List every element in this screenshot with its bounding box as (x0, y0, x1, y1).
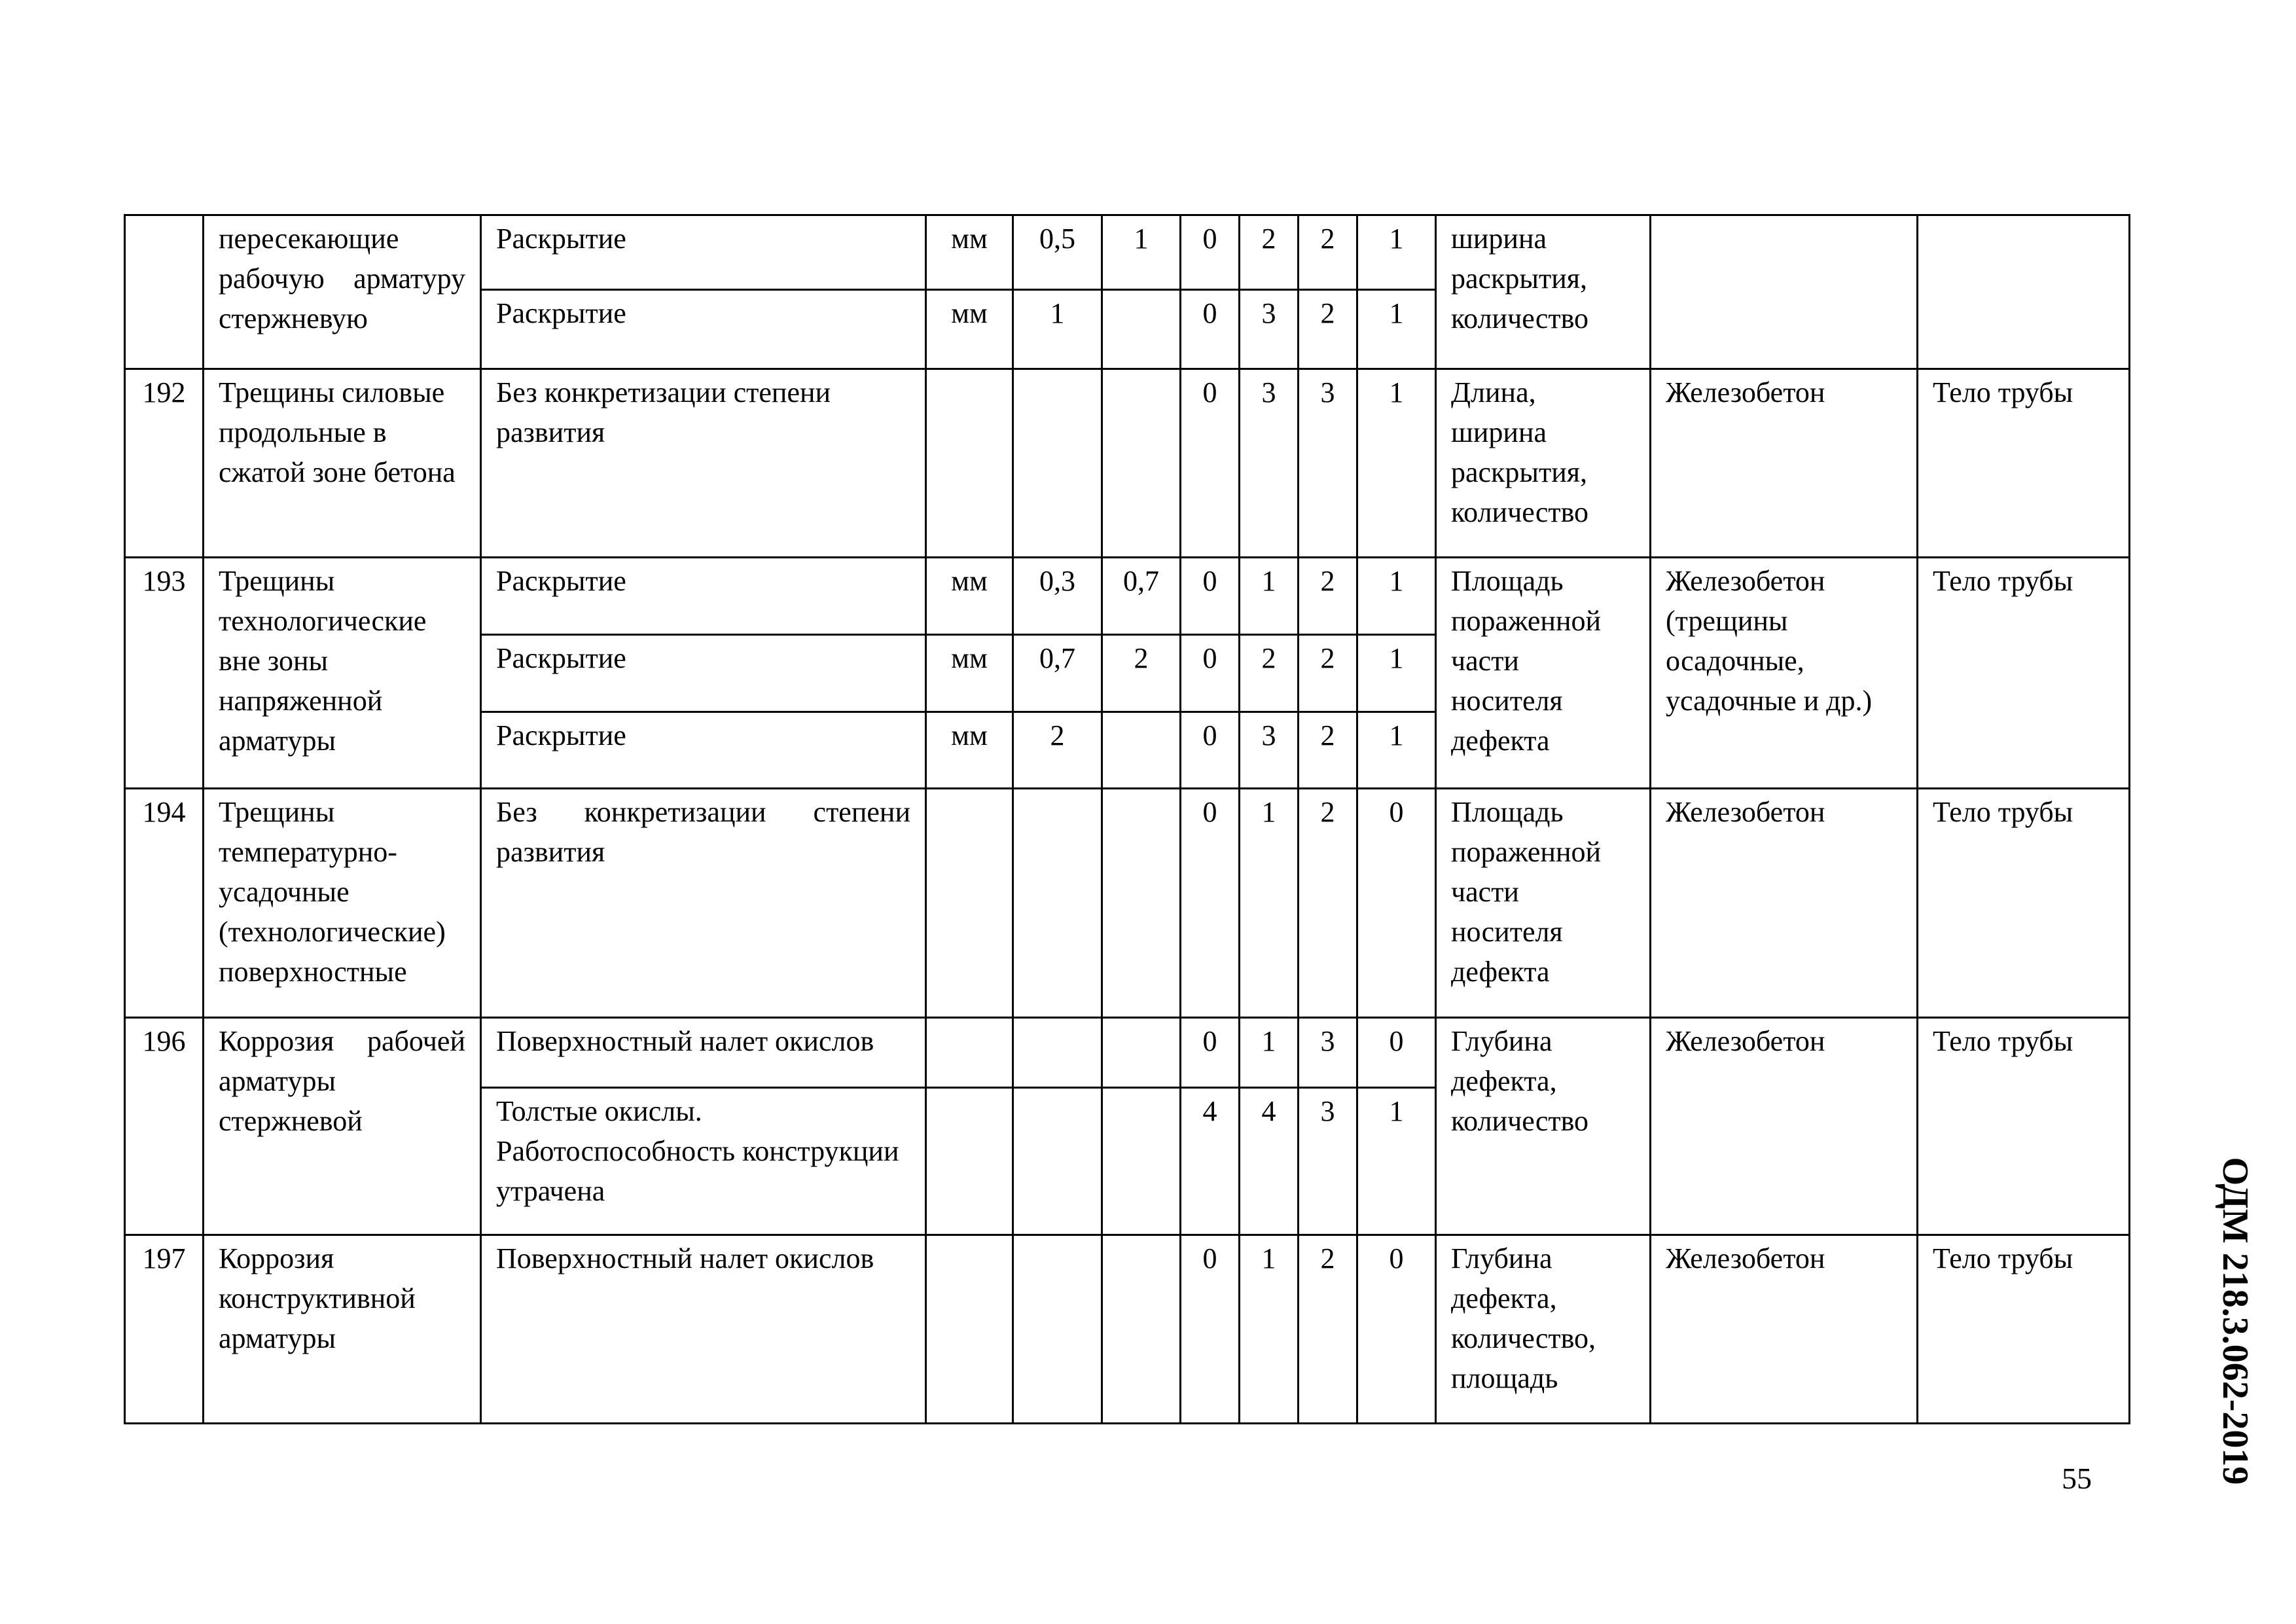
score-4: 1 (1357, 635, 1436, 712)
row-number (125, 215, 204, 369)
table-row (125, 369, 2130, 558)
score-2: 3 (1240, 712, 1299, 789)
page-number: 55 (2062, 1462, 2092, 1495)
range-from (1013, 1018, 1102, 1088)
element: Тело трубы (1918, 369, 2130, 558)
material (1651, 215, 1918, 369)
parameter: Раскрытие (481, 290, 926, 369)
range-to (1102, 1088, 1181, 1235)
element: Тело трубы (1918, 558, 2130, 789)
range-to (1102, 1235, 1181, 1424)
parameter: Раскрытие (481, 712, 926, 789)
range-from: 0,7 (1013, 635, 1102, 712)
parameter: Раскрытие (481, 635, 926, 712)
score-1: 0 (1181, 789, 1240, 1018)
defect-name: Трещины силовые продольные в сжатой зоне бетона (204, 369, 481, 558)
measure: Длина, ширина раскрытия, количество (1436, 369, 1651, 558)
score-3: 3 (1299, 369, 1357, 558)
score-4: 1 (1357, 369, 1436, 558)
score-4: 0 (1357, 1235, 1436, 1424)
range-to: 1 (1102, 215, 1181, 290)
range-from (1013, 369, 1102, 558)
element: Тело трубы (1918, 789, 2130, 1018)
unit: мм (926, 635, 1013, 712)
material: Железобетон (1651, 1018, 1918, 1235)
range-from (1013, 1088, 1102, 1235)
score-2: 2 (1240, 215, 1299, 290)
unit: мм (926, 290, 1013, 369)
score-3: 2 (1299, 290, 1357, 369)
score-3: 3 (1299, 1018, 1357, 1088)
parameter: Толстые окислы. Работоспособность конструкции утрачена (481, 1088, 926, 1235)
score-4: 1 (1357, 215, 1436, 290)
parameter: Без конкретизации степени развития (481, 369, 926, 558)
material: Железобетон (1651, 369, 1918, 558)
score-3: 2 (1299, 558, 1357, 635)
element (1918, 215, 2130, 369)
defect-name: Коррозия конструктивной арматуры (204, 1235, 481, 1424)
defect-name-line: Коррозия рабочей (219, 1025, 465, 1057)
range-to (1102, 290, 1181, 369)
defect-name: пересекающие рабочую арматуру стержневую (204, 215, 481, 369)
parameter-line: Без конкретизации степени (496, 796, 910, 828)
defects-table (124, 214, 2130, 1424)
parameter: Раскрытие (481, 215, 926, 290)
score-3: 2 (1299, 789, 1357, 1018)
range-to (1102, 712, 1181, 789)
score-2: 1 (1240, 1235, 1299, 1424)
score-3: 2 (1299, 712, 1357, 789)
score-2: 1 (1240, 1018, 1299, 1088)
score-4: 1 (1357, 290, 1436, 369)
score-1: 0 (1181, 215, 1240, 290)
score-3: 2 (1299, 1235, 1357, 1424)
parameter-line: развития (496, 836, 605, 868)
score-1: 0 (1181, 635, 1240, 712)
range-to (1102, 1018, 1181, 1088)
score-4: 0 (1357, 789, 1436, 1018)
score-2: 3 (1240, 369, 1299, 558)
row-number: 196 (125, 1018, 204, 1235)
score-3: 3 (1299, 1088, 1357, 1235)
range-to: 2 (1102, 635, 1181, 712)
element: Тело трубы (1918, 1018, 2130, 1235)
document-code: ОДМ 218.3.062-2019 (2215, 1157, 2255, 1485)
row-number: 194 (125, 789, 204, 1018)
unit: мм (926, 558, 1013, 635)
measure: Глубина дефекта, количество, площадь (1436, 1235, 1651, 1424)
defect-name: Трещины технологические вне зоны напряженной арматуры (204, 558, 481, 789)
table-row (125, 789, 2130, 1018)
score-4: 1 (1357, 558, 1436, 635)
table-row (125, 558, 2130, 635)
unit: мм (926, 215, 1013, 290)
row-number: 192 (125, 369, 204, 558)
score-1: 0 (1181, 1235, 1240, 1424)
unit (926, 789, 1013, 1018)
score-2: 2 (1240, 635, 1299, 712)
range-from (1013, 1235, 1102, 1424)
score-1: 0 (1181, 1018, 1240, 1088)
range-from: 1 (1013, 290, 1102, 369)
measure: Площадь пораженной части носителя дефекта (1436, 558, 1651, 789)
range-to (1102, 369, 1181, 558)
score-4: 0 (1357, 1018, 1436, 1088)
score-1: 0 (1181, 290, 1240, 369)
material: Железобетон (1651, 1235, 1918, 1424)
score-2: 4 (1240, 1088, 1299, 1235)
unit (926, 1088, 1013, 1235)
defect-name: Трещины температурно-усадочные (технологические) поверхностные (204, 789, 481, 1018)
score-1: 4 (1181, 1088, 1240, 1235)
score-3: 2 (1299, 215, 1357, 290)
parameter: Поверхностный налет окислов (481, 1018, 926, 1088)
unit (926, 1018, 1013, 1088)
range-to: 0,7 (1102, 558, 1181, 635)
parameter: Раскрытие (481, 558, 926, 635)
range-from: 2 (1013, 712, 1102, 789)
row-number: 193 (125, 558, 204, 789)
score-4: 1 (1357, 1088, 1436, 1235)
parameter: Поверхностный налет окислов (481, 1235, 926, 1424)
score-1: 0 (1181, 369, 1240, 558)
table-row (125, 215, 2130, 290)
unit (926, 1235, 1013, 1424)
table-row (125, 1235, 2130, 1424)
range-from: 0,5 (1013, 215, 1102, 290)
score-1: 0 (1181, 558, 1240, 635)
row-number: 197 (125, 1235, 204, 1424)
defect-name (204, 1018, 481, 1235)
material: Железобетон (трещины осадочные, усадочные и др.) (1651, 558, 1918, 789)
unit (926, 369, 1013, 558)
unit: мм (926, 712, 1013, 789)
score-3: 2 (1299, 635, 1357, 712)
range-to (1102, 789, 1181, 1018)
range-from (1013, 789, 1102, 1018)
measure: Глубина дефекта, количество (1436, 1018, 1651, 1235)
measure: ширина раскрытия, количество (1436, 215, 1651, 369)
measure: Площадь пораженной части носителя дефекта (1436, 789, 1651, 1018)
score-2: 1 (1240, 789, 1299, 1018)
score-2: 1 (1240, 558, 1299, 635)
defect-name-line: арматуры стержневой (219, 1065, 363, 1137)
table-row (125, 1018, 2130, 1088)
score-4: 1 (1357, 712, 1436, 789)
element: Тело трубы (1918, 1235, 2130, 1424)
score-2: 3 (1240, 290, 1299, 369)
score-1: 0 (1181, 712, 1240, 789)
parameter (481, 789, 926, 1018)
range-from: 0,3 (1013, 558, 1102, 635)
material: Железобетон (1651, 789, 1918, 1018)
